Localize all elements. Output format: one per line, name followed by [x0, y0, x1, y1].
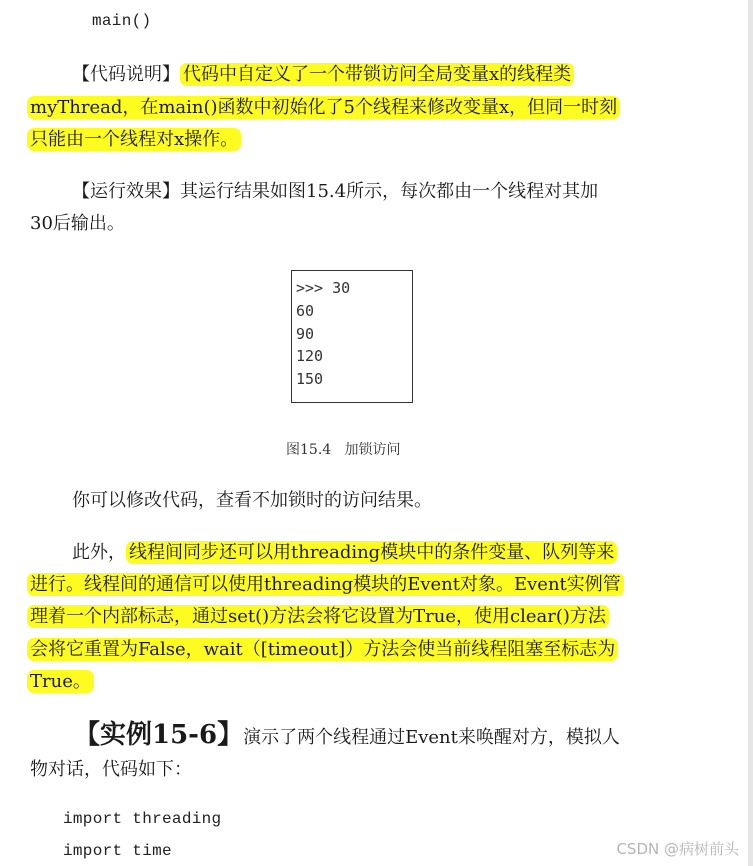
run-effect-line-2: 30后输出。: [30, 213, 125, 234]
highlight: 进行。线程间的通信可以使用threading模块的Event对象。Event实例管: [27, 573, 624, 596]
code-explain-line-3: [27, 128, 241, 152]
example-line-2: 物对话，代码如下：: [30, 759, 192, 780]
example-title: 【实例15-6】: [74, 720, 244, 750]
event-line-5: [27, 670, 94, 694]
event-prefix: 此外，: [72, 542, 126, 563]
code-line-main: main(): [92, 12, 152, 30]
code-explain-label: 【代码说明】: [72, 64, 180, 85]
highlight: myThread，在main()函数中初始化了5个线程来修改变量x，但同一时刻: [27, 96, 620, 119]
code-line-import-threading: import threading: [63, 810, 222, 828]
event-line-3: [27, 605, 609, 629]
page-edge: [748, 0, 753, 866]
modify-paragraph: 你可以修改代码，查看不加锁时的访问结果。: [72, 490, 432, 511]
example-description: 演示了两个线程通过Event来唤醒对方，模拟人: [243, 727, 620, 748]
watermark: CSDN @病树前头: [616, 840, 739, 858]
code-explain-line-2: [27, 96, 620, 120]
highlight: 代码中自定义了一个带锁访问全局变量x的线程类: [180, 63, 574, 86]
code-line-import-time: import time: [63, 842, 172, 860]
example-line-1: [74, 720, 620, 753]
output-line: >>> 30: [296, 279, 351, 297]
highlight: 线程间同步还可以用threading模块中的条件变量、队列等来: [126, 541, 617, 564]
event-line-4: [27, 638, 618, 662]
output-line: 120: [296, 347, 324, 365]
event-line-2: [27, 573, 624, 597]
event-line-1: [72, 541, 617, 565]
output-line: 60: [296, 302, 315, 320]
highlight: 只能由一个线程对x操作。: [27, 128, 241, 151]
output-line: 90: [296, 325, 315, 343]
output-line: 150: [296, 370, 324, 388]
run-effect-line-1: 【运行效果】其运行结果如图15.4所示，每次都由一个线程对其加: [72, 181, 599, 202]
code-explain-line-1: [72, 63, 574, 87]
highlight: 会将它重置为False，wait（[timeout]）方法会使当前线程阻塞至标志为: [27, 638, 618, 661]
highlight: True。: [27, 670, 94, 693]
figure-caption: 图15.4 加锁访问: [286, 442, 401, 458]
highlight: 理着一个内部标志，通过set()方法会将它设置为True，使用clear()方法: [27, 605, 609, 628]
console-output-figure: [291, 270, 413, 403]
